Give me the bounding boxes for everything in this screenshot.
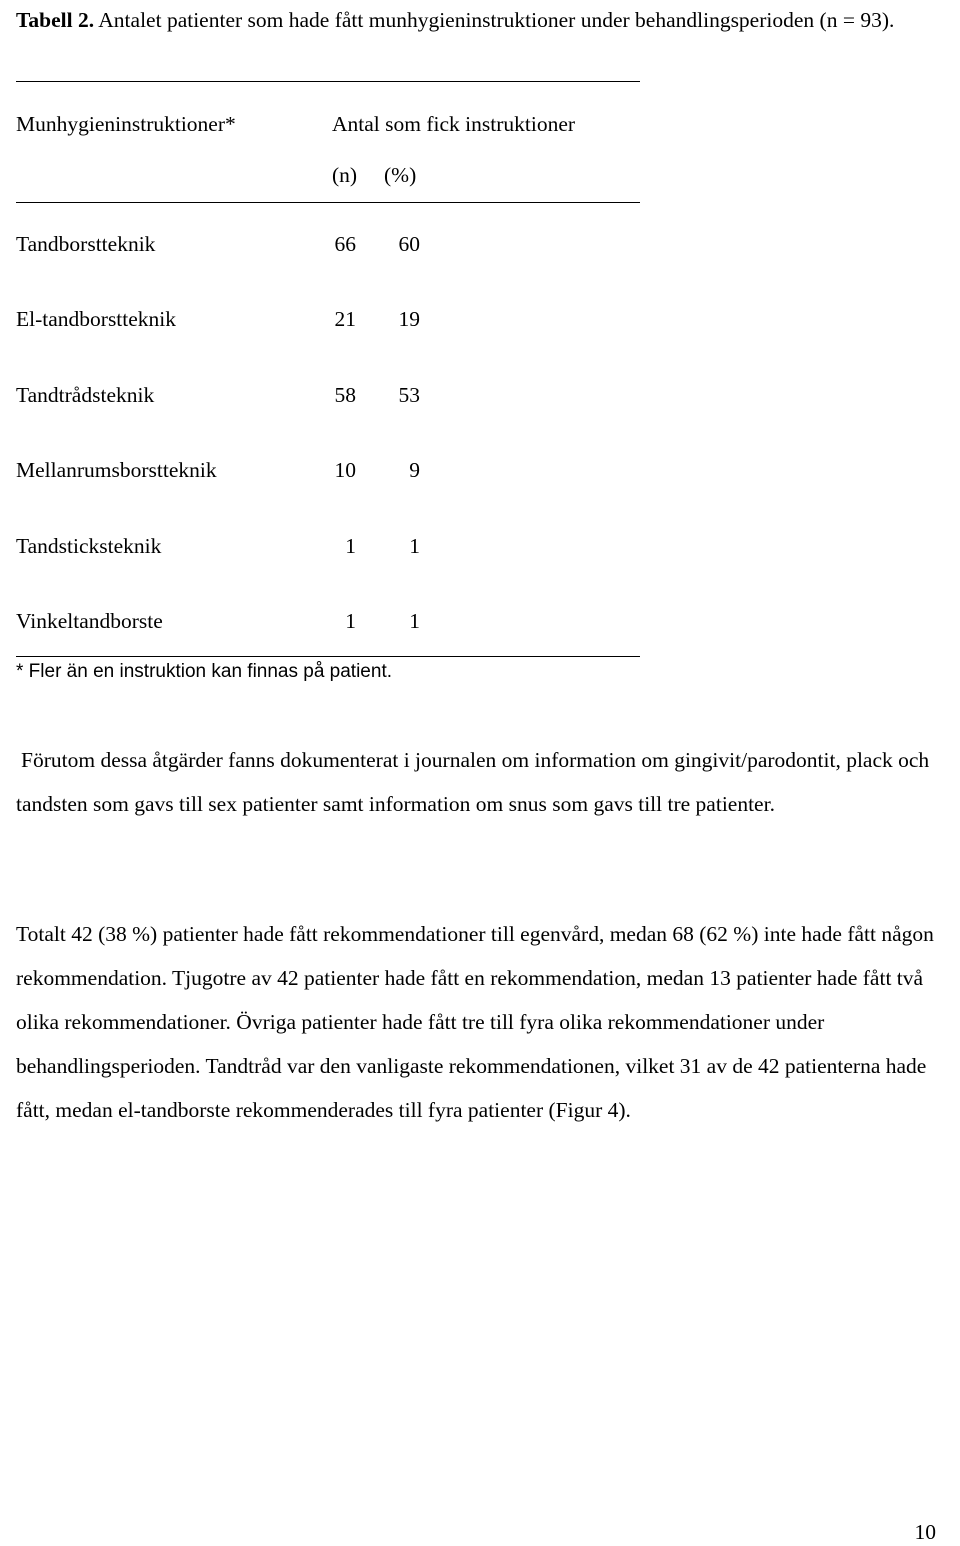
row-percent: 60 (398, 232, 420, 256)
row-percent: 9 (409, 458, 420, 482)
row-percent: 1 (409, 534, 420, 558)
table-header-rule (16, 202, 640, 203)
page-number: 10 (914, 1520, 936, 1544)
row-count: 1 (345, 534, 356, 558)
row-percent: 53 (398, 383, 420, 407)
row-percent: 19 (398, 307, 420, 331)
row-label: Tandsticksteknik (16, 534, 162, 558)
table-caption (16, 0, 956, 40)
table-caption-text: Antalet patienter som hade fått munhygieninstruktioner under behandlingsperioden (n = 93). (98, 8, 895, 32)
row-count: 66 (334, 232, 356, 256)
column-header-count: Antal som fick instruktioner (332, 112, 576, 136)
row-label: Tandborstteknik (16, 232, 156, 256)
table-top-rule (16, 81, 640, 82)
table-caption-label: Tabell 2. (16, 8, 95, 32)
row-count: 10 (334, 458, 356, 482)
subheader-n: (n) (332, 163, 358, 187)
subheader-percent: (%) (384, 163, 417, 187)
table-bottom-rule (16, 656, 640, 657)
column-header-instructions: Munhygieninstruktioner* (16, 112, 236, 136)
row-label: Tandtrådsteknik (16, 383, 155, 407)
row-label: Vinkeltandborste (16, 609, 163, 633)
row-label: El-tandborstteknik (16, 307, 177, 331)
body-paragraph: Förutom dessa åtgärder fanns dokumenterat i journalen om information om gingivit/parodontit, plack och tandsten som gavs till sex patienter samt information om snus som gavs till tre patienter. (16, 748, 930, 816)
table-footnote: * Fler än en instruktion kan finnas på patient. (16, 661, 393, 682)
row-label: Mellanrumsborstteknik (16, 458, 217, 482)
row-count: 58 (334, 383, 356, 407)
row-count: 21 (334, 307, 356, 331)
body-paragraph: Totalt 42 (38 %) patienter hade fått rekommendationer till egenvård, medan 68 (62 %) inte hade fått någon rekommendation. Tjugotre av 42 patienter hade fått en rekommendation, medan 13 patienter hade fått två olika rekommendationer. Övriga patienter hade fått tre till fyra olika rekommendationer under behandlingsperioden. Tandtråd var den vanligaste rekommendationen, vilket 31 av de 42 patienterna hade fått, medan el-tandborste rekommenderades till fyra patienter (Figur 4). (16, 922, 934, 1122)
row-percent: 1 (409, 609, 420, 633)
row-count: 1 (345, 609, 356, 633)
